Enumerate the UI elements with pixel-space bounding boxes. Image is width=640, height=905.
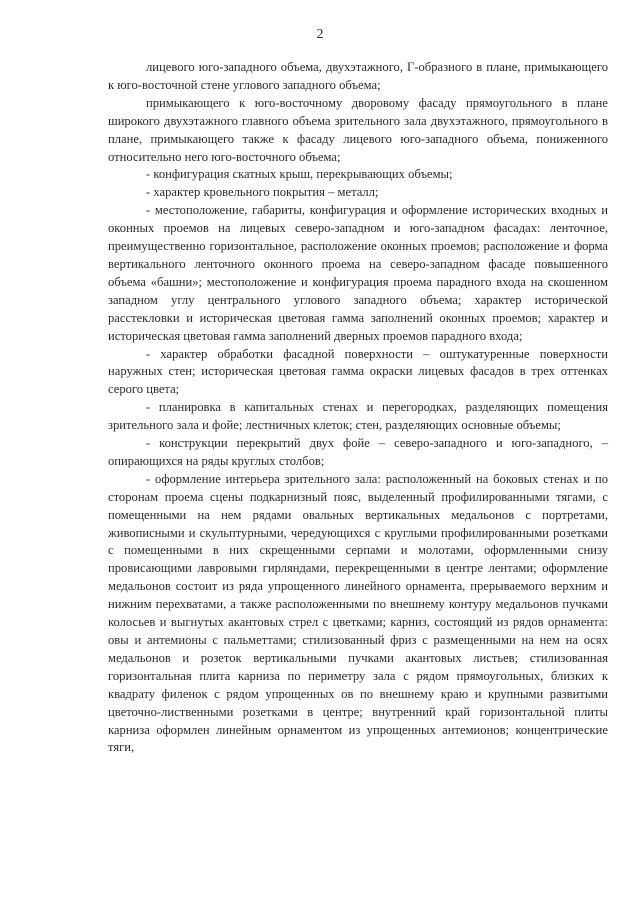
body-text [108,59,608,757]
paragraph: - планировка в капитальных стенах и перегородках, разделяющих помещения зрительного зала и фойе; лестничных клеток; стен, разделяющих основные объемы; [108,400,608,433]
paragraph: - характер кровельного покрытия – металл; [146,185,379,200]
paragraph: - конструкции перекрытий двух фойе – северо-западного и юго-западного, – опирающихся на ряды круглых столбов; [108,436,608,468]
page-number: 2 [316,27,324,42]
paragraph: - характер обработки фасадной поверхности – оштукатуренные поверхности наружных стен; историческая цветовая гамма окраски лицевых фасадов в трех оттенках серого цвета; [108,346,608,397]
paragraph: лицевого юго-западного объема, двухэтажного, Г-образного в плане, примыкающего к юго-восточной стене углового западного объема; [108,60,608,92]
paragraph: - местоположение, габариты, конфигурация и оформление исторических входных и оконных проемов на лицевых северо-западном и юго-западном фасадах: ленточное, преимущественно горизонтальное, расположение оконных проемов; расположение и форма вертикального ленточного оконного проема на северо-западном фасаде повышенного объема «башни»; местоположение и конфигурация проема парадного входа на скошенном западном углу центрального углового западного объема; характер исторической расстекловки и историческая цветовая гамма заполнений оконных проемов; характер и историческая цветовая гамма заполнений дверных проемов парадного входа; [108,203,608,343]
paragraph: - конфигурация скатных крыш, перекрывающих объемы; [146,167,453,182]
paragraph: - оформление интерьера зрительного зала: расположенный на боковых стенах и по сторонам проема сцены подкарнизный пояс, выделенный профилированными тягами, с помещенными на нем рядами овальных вертикальных медальонов с портретами, живописными и скульптурными, чередующихся с круглыми профилированными розетками с помещенными в них скрещенными серпами и молотами, оформленными снизу провисающими лавровыми гирляндами, перекрещенными в центре лентами; оформление медальонов состоит из ряда упрощенного линейного орнамента, прерываемого верхним и нижним перехватами, а также расположенными по внешнему контуру медальонов пучками колосьев и выгнутых акантовых стрел с цветками; карниз, состоящий из рядов орнамента: овы и антемионы с пальметтами; стилизованный фриз с размещенными на нем на осях медальонов и розеток вертикальными пучками акантовых листьев; стилизованная горизонтальная плита карниза по периметру зала с рядом прямоугольных, близких к квадрату филенок с рядом упрощенных ов по внешнему краю и крупными развитыми цветочно-лиственными розетками в центре; внутренний край горизонтальной плиты карниза оформлен линейным орнаментом из упрощенных антемионов; концентрические тяги, [108,471,608,755]
paragraph: примыкающего к юго-восточному дворовому фасаду прямоугольного в плане широкого двухэтажного главного объема зрительного зала двухэтажного, прямоугольного в плане, примыкающего также к фасаду лицевого юго-западного объема, пониженного относительно него юго-восточного объема; [108,95,608,164]
